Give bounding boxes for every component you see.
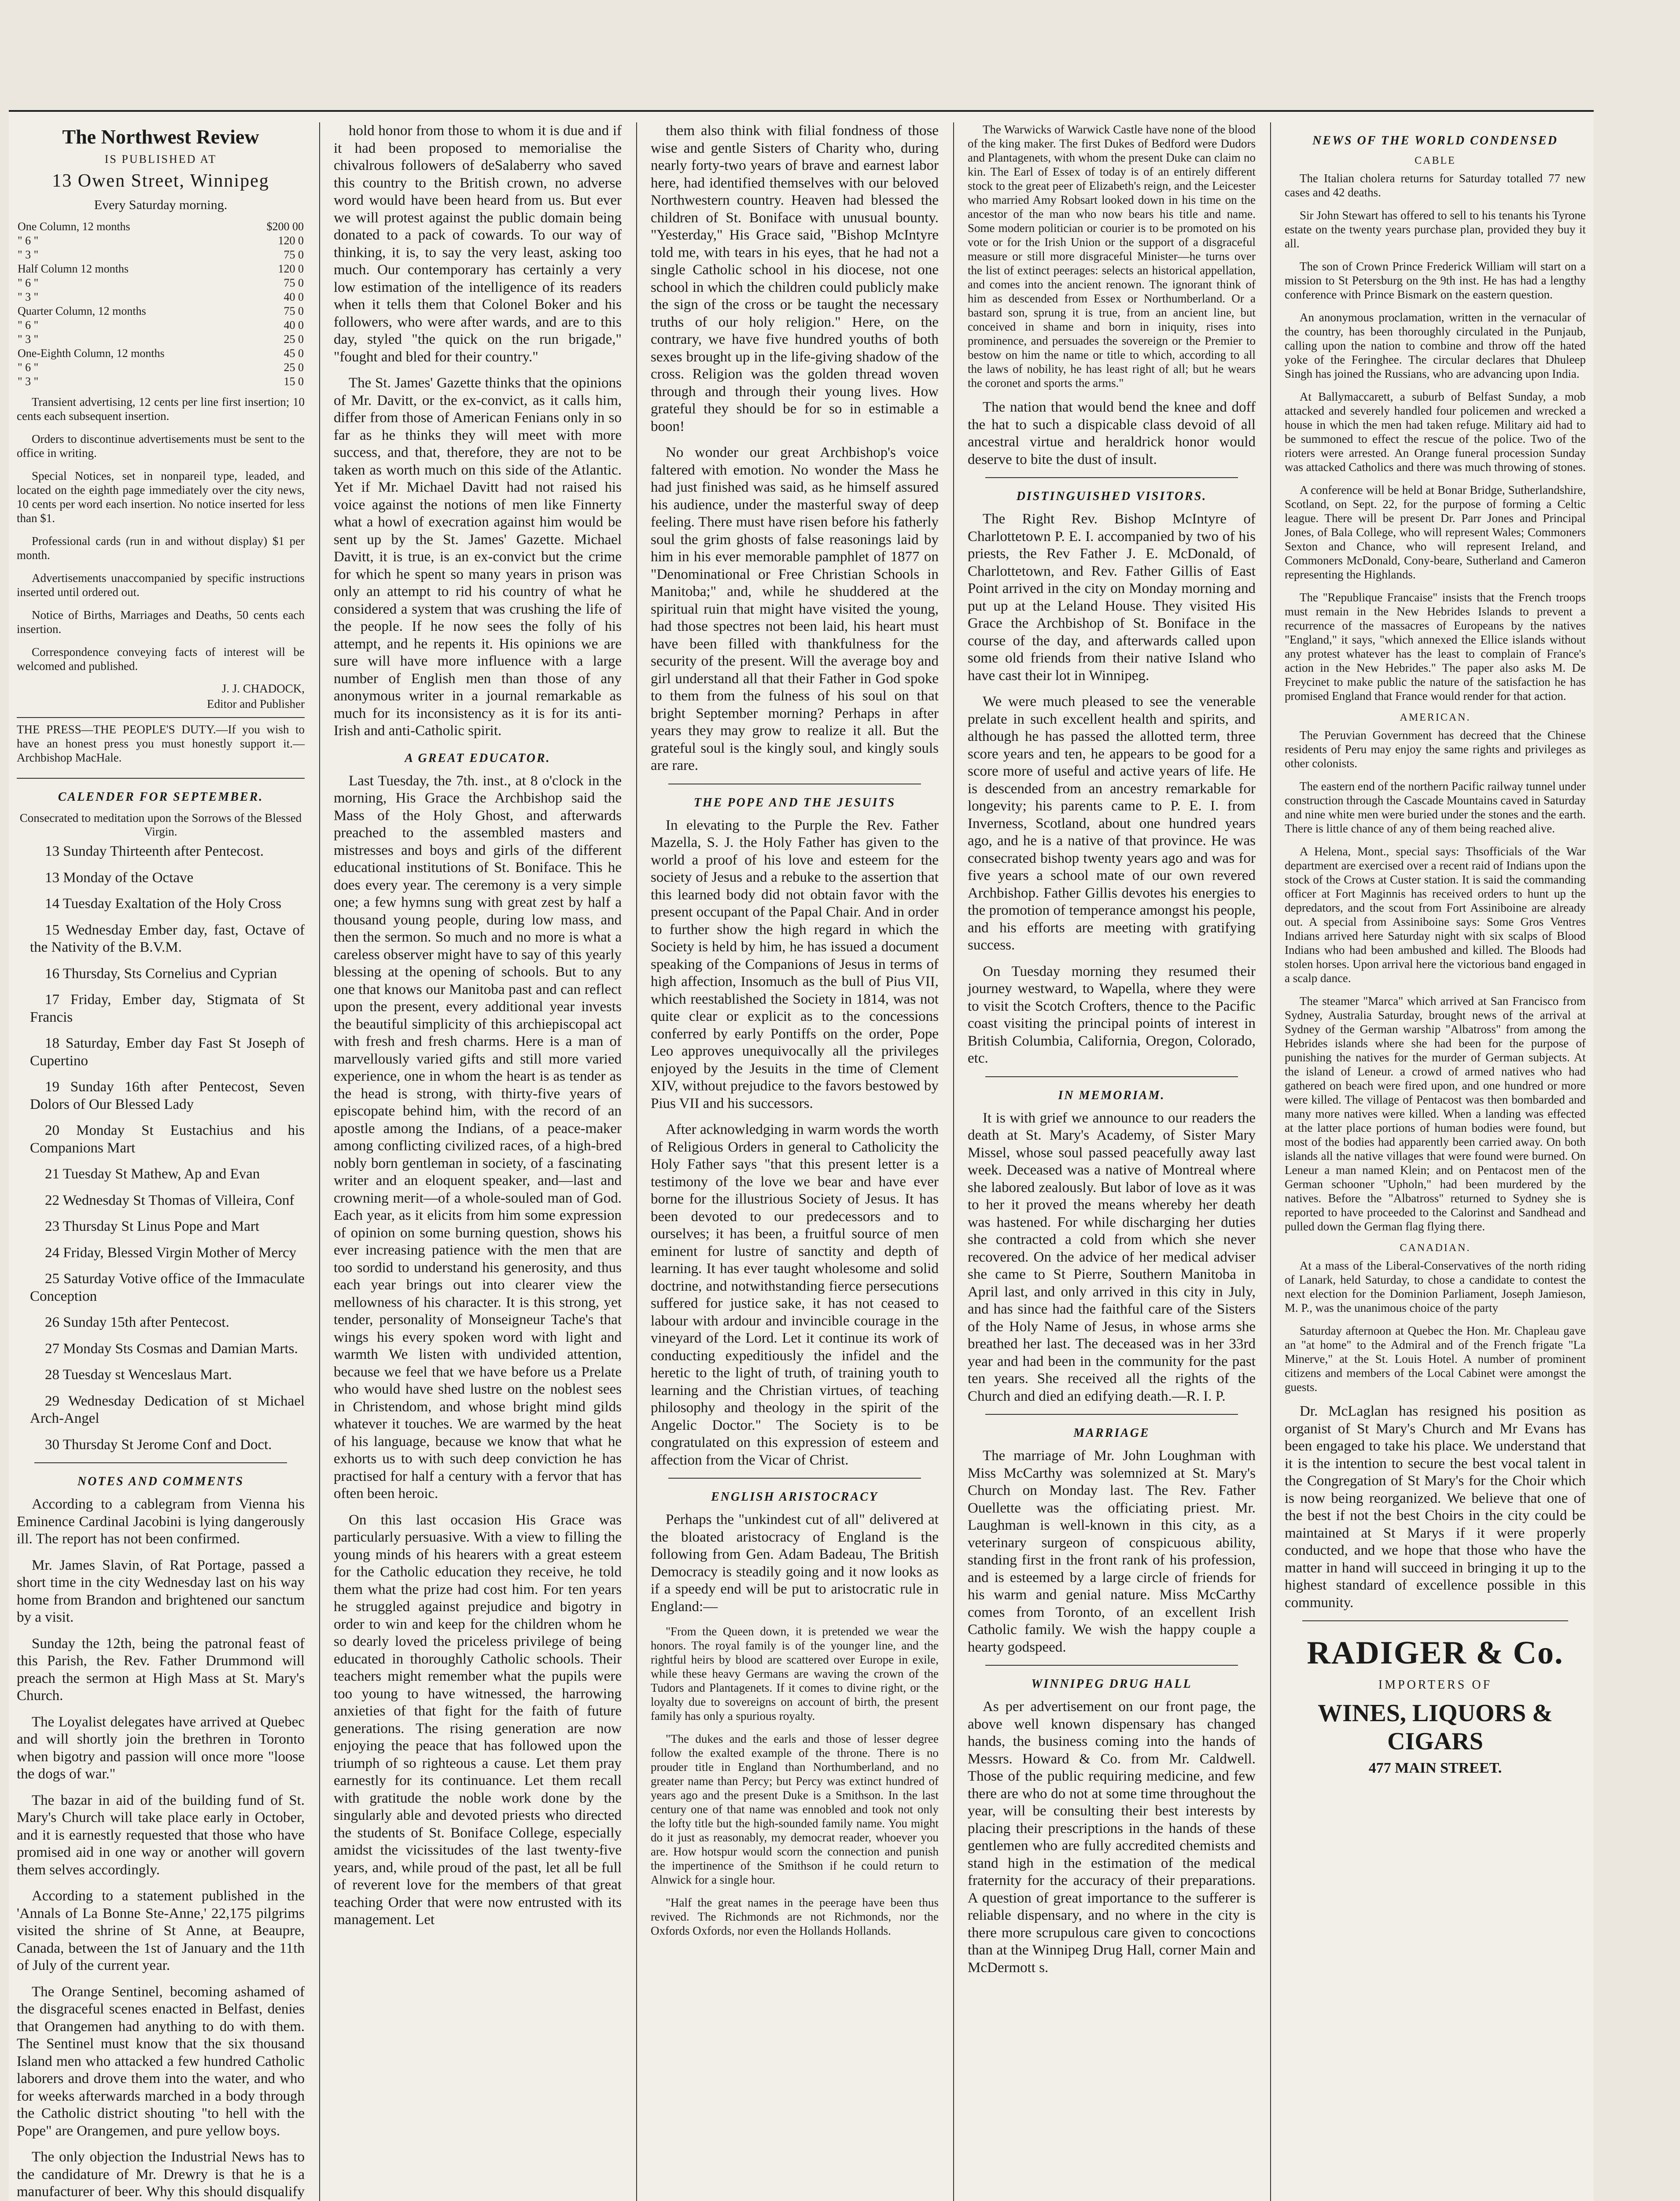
notice: Transient advertising, 12 cents per line first insertion; 10 cents each subsequent insertion. (17, 395, 305, 423)
rate-label: Half Column 12 months (18, 262, 129, 275)
rate-amount: 75 0 (284, 276, 304, 289)
calendar-list (17, 843, 305, 1454)
notice: Advertisements unaccompanied by specific instructions inserted until ordered out. (17, 571, 305, 599)
rate-amount: 45 0 (284, 347, 304, 360)
aristocracy-title: ENGLISH ARISTOCRACY (711, 1490, 878, 1504)
rate-amount: 75 0 (284, 305, 304, 317)
rate-amount: 120 0 (278, 234, 304, 247)
notice: Correspondence conveying facts of interest will be welcomed and published. (17, 645, 305, 673)
paragraph: The St. James' Gazette thinks that the opinions of Mr. Davitt, or the ex-convict, as it calls him, differ from those of American Fenians only in so far as he thinks they will meet with more success, and that, therefore, they are not to be taken as worth much on this side of the Atlantic. Yet if Mr. Michael Davitt had not raised his voice against the notions of men like Finnerty what a howl of execration against him would be sent up by the St. James' Gazette. Michael Davitt, it is true, is an ex-convict but the crime for which he spent so many years in prison was only an attempt to rid his country of what he considered a system that was crushing the life of the people. If he now sees the folly of his attempt, and he repents it. His opinions we are sure will have more influence with a large number of English men than those of any anonymous writer in a journal remarkable as much for its inconsistency as it is for its anti-Irish and anti-Catholic spirit. (334, 375, 622, 739)
rate-label: " 3 " (18, 333, 39, 346)
calendar-item: 15 Wednesday Ember day, fast, Octave of the Nativity of the B.V.M. (30, 922, 305, 955)
paragraph: We were much pleased to see the venerable prelate in such excellent health and spirits, and although he has passed the allotted term, three score years and ten, he appears to be good for a score more of useful and active years of life. He is descended from an ancestry remarkable for longevity; his parents came to P. E. I. from Inverness, Scotland, about one hundred years ago, and he is a native of that province. He was consecrated bishop twenty years ago and was for five years a school mate of our own revered Archbishop. Father Gillis devotes his energies to the promotion of temperance amongst his people, and his efforts are meeting with gratifying success. (968, 694, 1256, 953)
drughall-title: WINNIPEG DRUG HALL (1031, 1677, 1192, 1691)
calendar-item: 29 Wednesday Dedication of st Michael Arch-Angel (30, 1393, 305, 1426)
cable-title: CABLE (1415, 155, 1456, 166)
calendar-item: 17 Friday, Ember day, Stigmata of St Francis (30, 992, 305, 1025)
rate-row (17, 361, 305, 375)
paragraph: It is with grief we announce to our readers the death at St. Mary's Academy, of Sister Mary Missel, whose soul passed peacefully away last week. Deceased was a native of Montreal where she labored zealously. But labor of love as it was to her it proved the means whereby her death was hastened. For while discharging her duties she contracted a cold from which she never recovered. On the advice of her medical adviser she came to St Pierre, Southern Manitoba in April last, and only arrived in this city in July, and has since had the faithful care of the Sisters of the Holy Name of Jesus, in whose arms she breathed her last. The deceased was in her 33rd year and had been in the community for the past ten years. She received all the rights of the Church and died an edifying death.—R. I. P. (968, 1110, 1256, 1404)
calendar-item: 23 Thursday St Linus Pope and Mart (45, 1218, 260, 1234)
rate-row (17, 220, 305, 234)
divider (668, 1478, 921, 1479)
paragraph: The Italian cholera returns for Saturday totalled 77 new cases and 42 deaths. (1285, 172, 1586, 199)
rate-amount: 25 0 (284, 361, 304, 374)
paragraph: At a mass of the Liberal-Conservatives of the north riding of Lanark, held Saturday, to chose a candidate to contest the next election for the Dominion Parliament, Joseph Jamieson, M. P., was the unanimous choice of the party (1285, 1259, 1586, 1314)
rate-row (17, 248, 305, 262)
column-2 (326, 122, 630, 2201)
paragraph: The Orange Sentinel, becoming ashamed of the disgraceful scenes enacted in Belfast, denies that Orangemen had anything to do with them. The Sentinel must know that the six thousand Island men who attacked a few hundred Catholic laborers and drove them into the water, and who for weeks afterwards marched in a body through the Catholic district shouting "to hell with the Pope" are Orangemen, and pure yellow boys. (17, 1984, 305, 2139)
ad-company-name: RADIGER & Co. (1307, 1635, 1564, 1671)
calendar-item: 24 Friday, Blessed Virgin Mother of Mercy (45, 1244, 297, 1261)
calendar-item: 26 Sunday 15th after Pentecost. (45, 1314, 229, 1330)
rate-row (17, 262, 305, 276)
paragraph: The Warwicks of Warwick Castle have none of the blood of the king maker. The first Dukes of Bedford were Dudors and Plantagenets, with whom the present Duke can claim no kin. The Earl of Essex of today is of an entirely different stock to the great peer of Elizabeth's reign, and the Leicester who married Amy Robsart looked down in his time on the ancestor of the man who now bears his title and name. Some modern politician or courier is to be promoted on his vote or for the Irish Union or the support of a disgraceful measure or still more disgraceful Minister—he turns over the list of extinct peerages: selects an historical appellation, and comes into the ancient renown. The ignorant think of him as descended from Essex or Northumberland. Or a bastard son, sprung it is true, from an ancient line, but conceived in shame and born in iniquity, rises into prominence, and persuades the sovereign or the Premier to bestow on him the name or title to which, according to all the laws of nobility, he has least right of all; but he wears the coronet and sports the arms." (968, 123, 1256, 390)
paragraph: On this last occasion His Grace was particularly persuasive. With a view to filling the young minds of his hearers with a great esteem for the Catholic education they receive, he told them what the prize had cost him. For ten years he struggled against prejudice and bigotry in order to win and keep for the children whom he so dearly loved the priceless privilege of being educated in thoroughly Catholic schools. Their teachers might remember what the pupils were too young to have witnessed, the harrowing anxieties of that fight for the faith of future generations. The rising generation are now enjoying the peace that has followed upon the triumph of so righteous a cause. Let them pray earnestly for its continuance. Let them recall with gratitude the noble work done by the singularly able and devoted priests who directed the students of St. Boniface College, especially amidst the vicissitudes of the last twenty-five years, and, while proud of the past, let all be full of reverent love for the members of that great teaching Order that were now entrusted with its management. Let (334, 1512, 622, 1928)
masthead-title: The Northwest Review (62, 125, 259, 148)
calendar-item: 27 Monday Sts Cosmas and Damian Marts. (45, 1340, 298, 1357)
calendar-item: 28 Tuesday st Wenceslaus Mart. (45, 1367, 232, 1383)
memoriam-title: IN MEMORIAM. (1058, 1088, 1165, 1102)
ad-importers: IMPORTERS OF (1378, 1678, 1492, 1692)
paragraph: Mr. James Slavin, of Rat Portage, passed a short time in the city Wednesday last on his way home from Brandon and brightened our sanctum by a visit. (17, 1557, 305, 1625)
calendar-title: CALENDER FOR SEPTEMBER. (58, 790, 264, 804)
paragraph: After acknowledging in warm words the worth of Religious Orders in general to Catholicity the Holy Father says "that this present letter is a testimony of the love we bear and have ever borne for the illustrious Society of Jesus. It has been devoted to our predecessors and to ourselves; it has been, a fruitful source of men eminent for lustre of sanctity and depth of learning. It has ever taught wholesome and solid doctrine, and notwithstanding fierce persecutions suffered for justice sake, it has not ceased to labour with ardour and invincible courage in the vineyard of the Lord. Let it continue its work of conducting expeditiously the infidel and the heretic to the light of truth, of training youth to learning and the Christian virtues, of teaching philosophy and theology in the spirit of the Angelic Doctor." The Society is to be congratulated on this expression of esteem and affection from the Vicar of Christ. (651, 1122, 939, 1468)
rate-label: " 3 " (18, 291, 39, 303)
calendar-item: 20 Monday St Eustachius and his Companions Mart (30, 1123, 305, 1156)
paragraph: The son of Crown Prince Frederick William will start on a mission to St Petersburg on the 9th inst. He has had a lengthy conference with Prince Bismark on the eastern question. (1285, 260, 1586, 301)
rate-label: " 6 " (18, 234, 39, 247)
rate-amount: 40 0 (284, 319, 304, 331)
notice: Professional cards (run in and without display) $1 per month. (17, 534, 305, 562)
rate-amount: 15 0 (284, 375, 304, 388)
paragraph: The eastern end of the northern Pacific railway tunnel under construction through the Cascade Mountains caved in Saturday and nine white men were buried under the stones and the earth. There is little chance of any of them being reached alive. (1285, 780, 1586, 835)
column-3 (643, 122, 947, 2201)
rates-table (17, 220, 305, 389)
calendar-item: 18 Saturday, Ember day Fast St Joseph of Cupertino (30, 1035, 305, 1069)
paragraph: According to a cablegram from Vienna his Eminence Cardinal Jacobini is lying dangerously ill. The report has not been confirmed. (17, 1496, 305, 1547)
editor-title: Editor and Publisher (207, 697, 305, 710)
paragraph: A conference will be held at Bonar Bridge, Sutherlandshire, Scotland, on Sept. 22, for the purpose of forming a Celtic league. There will be present Dr. Parr Jones and Principal Jones, of Bala College, who will represent Wales; Commoners Sexton and Chance, who will represent Ireland, and Commoners McDonald, Cony-beare, Sutherland and Cameron representing the Highlands. (1285, 483, 1586, 581)
rate-label: " 6 " (18, 319, 39, 331)
rate-label: Quarter Column, 12 months (18, 305, 146, 317)
paragraph: them also think with filial fondness of those wise and gentle Sisters of Charity who, during nearly forty-two years of brave and earnest labor here, had identified themselves with our beloved Northwestern country. Heaven had blessed the children of St. Boniface with unusual bounty. "Yesterday," His Grace said, "Bishop McIntyre told me, with tears in his eyes, that he had not a single Catholic school in his diocese, not one school in which the children could publicly make the sign of the cross or be taught the necessary truths of our holy religion." Here, on the contrary, we have five hundred youths of both sexes brought up in the life-giving shadow of the cross. Religion was the golden thread woven through and through their young lives. How grateful they should be for so in estimable a boon! (651, 123, 939, 434)
paragraph: The Right Rev. Bishop McIntyre of Charlottetown P. E. I. accompanied by two of his priests, the Rev Father J. E. McDonald, of Charlottetown, and Rev. Father Gillis of East Point arrived in the city on Monday morning and put up at the Leland House. They visited His Grace the Archbishop of St. Boniface in the course of the day, and afterwards called upon some old friends from their native Island who have cast their lot in Winnipeg. (968, 511, 1256, 684)
notice: Notice of Births, Marriages and Deaths, 50 cents each insertion. (17, 608, 305, 636)
educator-title: A GREAT EDUCATOR. (405, 751, 551, 765)
rate-amount: 25 0 (284, 333, 304, 346)
column-1 (9, 122, 313, 2201)
calendar-item: 14 Tuesday Exaltation of the Holy Cross (45, 896, 282, 912)
calendar-item: 19 Sunday 16th after Pentecost, Seven Dolors of Our Blessed Lady (30, 1079, 305, 1112)
newspaper-page (9, 110, 1594, 2201)
ad-goods: WINES, LIQUORS & CIGARS (1318, 1700, 1553, 1755)
column-rule (636, 122, 637, 2201)
calendar-item: 13 Sunday Thirteenth after Pentecost. (45, 843, 264, 859)
calendar-item: 13 Monday of the Octave (45, 869, 194, 886)
canadian-title: CANADIAN. (1400, 1242, 1471, 1254)
paragraph: Dr. McLaglan has resigned his position as organist of St Mary's Church and Mr Evans has been engaged to take his place. We understand that it is the intention to secure the best vocal talent in the Congregation of St Mary's for the Choir which is now being reorganized. We believe that one of the best if not the best Choirs in the city could be maintained at St Marys if it were properly conducted, and we hope that those who have the matter in hand will succeed in bringing it up to the highest standard of excellence possible in this community. (1285, 1403, 1586, 1611)
paragraph: hold honor from those to whom it is due and if it had been proposed to memorialise the chivalrous followers of deSalaberry who saved this country to the British crown, no adverse word would have been heard from us. But ever we will protest against the public domain being donated to a pack of cowards. To our way of thinking, it is, to say the very least, asking too much. Our contemporary has certainly a very low estimation of the intelligence of its readers when it tells them that Colonel Boker and his followers, who were after wards, and are to this day, styled "the quick on the run brigade," "fought and bled for their country." (334, 123, 622, 365)
paragraph: The Loyalist delegates have arrived at Quebec and will shortly join the brethren in Toronto when bigotry and passion will once more "loose the dogs of war." (17, 1714, 305, 1782)
calendar-item: 21 Tuesday St Mathew, Ap and Evan (45, 1166, 260, 1182)
paragraph: At Ballymaccarett, a suburb of Belfast Sunday, a mob attacked and severely handled four policemen and wrecked a house in which the men had taken refuge. Military aid had to be summoned to effect the rescue of the police. Two of the rioters were arrested. An Orange funeral procession Sunday was attacked Catholics and there was much throwing of stones. (1285, 390, 1586, 474)
masthead-every: Every Saturday morning. (94, 198, 228, 212)
paragraph: An anonymous proclamation, written in the vernacular of the country, has been thoroughly circulated in the Punjaub, calling upon the nation to combine and throw off the hated yoke of the Feringhee. The circular declares that Dhuleep Singh has joined the Russians, who are advancing upon India. (1285, 311, 1586, 380)
rate-row (17, 375, 305, 389)
press-duty: THE PRESS—THE PEOPLE'S DUTY.—If you wish to have an honest press you must honestly support it.—Archbishop MacHale. (17, 723, 305, 764)
divider (985, 1665, 1238, 1666)
rate-amount: $200 00 (266, 220, 304, 233)
news-title: NEWS OF THE WORLD CONDENSED (1312, 134, 1558, 147)
calendar-item: 22 Wednesday St Thomas of Villeira, Conf (45, 1192, 295, 1208)
paragraph: No wonder our great Archbishop's voice faltered with emotion. No wonder the Mass he had just finished was said, as he himself assured his audience, under the masterful sway of deep feeling. There must have risen before his fatherly soul the grim ghosts of false reasonings laid by him in his ever memorable pamphlet of 1877 on "Denominational or Free Christian Schools in Manitoba;" and, while he shuddered at the spiritual ruin that might have visited the young, had those spectres not been laid, his heart must have been filled with thankfulness for the security of the present. Will the average boy and girl understand all that their Father in God spoke to them from the fulness of his soul on that bright September morning? Perhaps in after years they may grow to realize it all. But the grateful soul is the kingly soul, and kingly souls are rare. (651, 445, 939, 773)
paragraph: Sir John Stewart has offered to sell to his tenants his Tyrone estate on the twenty years purchase plan, provided they buy it all. (1285, 209, 1586, 250)
masthead-address: 13 Owen Street, Winnipeg (52, 171, 269, 191)
divider (985, 1414, 1238, 1415)
paragraph: Perhaps the "unkindest cut of all" delivered at the bloated aristocracy of England is the following from Gen. Adam Badeau, The British Democracy is steadily going and it now looks as if a speedy end will be put to aristocratic rule in England:— (651, 1512, 939, 1615)
calendar-item: 30 Thursday St Jerome Conf and Doct. (45, 1436, 272, 1453)
paragraph: The Peruvian Government has decreed that the Chinese residents of Peru may enjoy the same rights and privileges as other colonists. (1285, 729, 1586, 770)
paragraph: The only objection the Industrial News has to the candidature of Mr. Drewry is that he is a manufacturer of beer. Why this should disqualify (17, 2149, 305, 2200)
divider (34, 1462, 287, 1463)
paragraph: Saturday afternoon at Quebec the Hon. Mr. Chapleau gave an "at home" to the Admiral and of the French frigate "La Minerve," at the St. Louis Hotel. A number of prominent citizens and members of the Local Cabinet were amongst the guests. (1285, 1324, 1586, 1394)
masthead-notices (17, 395, 305, 673)
column-5 (1277, 122, 1594, 2201)
paragraph: The "Republique Francaise" insists that the French troops must remain in the New Hebrides Islands to prevent a recurrence of the massacres of Europeans by the natives "England," it says, "which annexed the Ellice islands without any protest whatever has the least to complain of France's action in the New Hebrides." The paper also asks M. De Freycinet to make public the nature of the satisfaction he has promised England that France would render for that action. (1285, 591, 1586, 703)
notice: Special Notices, set in nonpareil type, leaded, and located on the eighth page immediately over the city news, 10 cents per word each insertion. No notice inserted for less than $1. (17, 469, 305, 525)
paragraph: On Tuesday morning they resumed their journey westward, to Wapella, where they were to visit the Scotch Crofters, thence to the Pacific coast visiting the principal points of interest in British Columbia, California, Oregon, Colorado, etc. (968, 963, 1256, 1066)
american-title: AMERICAN. (1400, 712, 1471, 723)
paragraph: "Half the great names in the peerage have been thus revived. The Richmonds are not Richmonds, nor the Oxfords Oxfords, nor even the Hollands Hollands. (651, 1896, 939, 1937)
paragraph: The bazar in aid of the building fund of St. Mary's Church will take place early in October, and it is earnestly requested that those who have promised aid in one way or another will govern them selves accordingly. (17, 1792, 305, 1878)
divider (1302, 1620, 1568, 1621)
ad-street: 477 MAIN STREET. (1368, 1760, 1502, 1776)
rate-label: " 6 " (18, 361, 39, 374)
masthead-published: IS PUBLISHED AT (104, 153, 217, 166)
paragraph: According to a statement published in the 'Annals of La Bonne Ste-Anne,' 22,175 pilgrims visited the shrine of St Anne, at Beaupre, Canada, between the 1st of January and the 11th of July of the current year. (17, 1888, 305, 1973)
paragraph: "The dukes and the earls and those of lesser degree follow the exalted example of the throne. There is no prouder title in England than Northumberland, and no greater name than Percy; but Percy was extinct hundred of years ago and the present Duke is a Smithson. In the last century one of that name was ennobled and took not only the lofty title but the high-sounded family name. You might do it just as reasonably, my democrat reader, whoever you are. How hotspur would scorn the connection and punish the impertinence of the Smithson if he could return to Alnwick for a single hour. (651, 1732, 939, 1886)
paragraph: The steamer "Marca" which arrived at San Francisco from Sydney, Australia Saturday, brought news of the arrival at Sydney of the German warship "Albatross" from among the Hebrides islands where she had been for the purpose of punishing the natives for the murder of German subjects. At the island of Leneur. a crowd of armed natives who had gathered on beach were fired upon, and one hundred or more were killed. The village of Pentacost was then bombarded and many more natives were killed. When a landing was effected at the latter place portions of human bodies were found, but most of the bodies had apparently been carried away. On both islands all the native villages that were found were burned. On Leneur a man named Klein; and on Pentacost men of the German schooner "Upholn," had been murdered by the natives. Before the "Albatross" returned to Sydney she is reported to have proceeded to the Calorinst and Sandhead and pulled down the German flag flying there. (1285, 994, 1586, 1233)
paragraph: Last Tuesday, the 7th. inst., at 8 o'clock in the morning, His Grace the Archbishop said the Mass of the Holy Ghost, and afterwards preached to the assembled masters and mistresses and boys and girls of the different educational institutions of St. Boniface. This he does every year. The ceremony is a very simple one; a few hymns sung with great zest by half a thousand young people, during low mass, and then the sermon. So much and no more is what a careless observer might have to say of this yearly blessing at the opening of schools. But to any one that knows our Manitoba past and can reflect upon the present, every additional year invests the beautiful simplicity of this archiepiscopal act with fresh and fresh charms. Here is a man of marvellously varied gifts and still more varied experience, one in whom the heart is as tender as the head is strong, with thirty-five years of episcopate behind him, with the record of an apostle among the Indians, of a peace-maker among conflicting civilized races, of a high-bred nobly born gentleman in society, of a fascinating writer and an eloquent speaker, and—last and crowning merit—of a whole-souled man of God. Each year, as it elicits from him some expression of opinion on some burning question, shows his ever increasing patience with the men that are too sordid to understand his generosity, and thus each year brings out into clearer view the mellowness of his character. It is this strong, yet tender, personality of Monseigneur Tache's that wings his every spoken word with light and warmth We listen with undivided attention, because we feel that we have before us a Prelate who would have shed lustre on the noblest sees in Christendom, and whose bright mind gilds whatever it touches. We are warmed by the heat of his language, because we know that what he exhorts us to with such deep conviction he has practised for half a century with a fervor that has often been heroic. (334, 773, 622, 1502)
notice: Orders to discontinue advertisements must be sent to the office in writing. (17, 432, 305, 460)
radiger-advertisement (1285, 1634, 1586, 1777)
calendar-item: 16 Thursday, Sts Cornelius and Cyprian (45, 965, 277, 982)
column-rule (953, 122, 954, 2201)
paragraph: As per advertisement on our front page, the above well known dispensary has changed hands, the business coming into the hands of Messrs. Howard & Co. from Mr. Caldwell. Those of the public requiring medicine, and few there are who do not at some time throughout the year, will be consulting their best interests by placing their prescriptions in the hands of these gentlemen who are fully accredited chemists and stand high in the estimation of the medical fraternity for the accuracy of their preparations. A question of great importance to the sufferer is reliable dispensary, and no where in the city is there more scrupulous care given to concoctions than at the Winnipeg Drug Hall, corner Main and McDermott s. (968, 1699, 1256, 1976)
column-4 (960, 122, 1264, 2201)
rate-row (17, 332, 305, 346)
rate-label: " 6 " (18, 276, 39, 289)
rate-row (17, 346, 305, 361)
paragraph: A Helena, Mont., special says: Thsofficials of the War department are exercised over a recent raid of Indians upon the stock of the Crows at Custer station. It is said the commanding officer at Fort Maginnis has received orders to hunt up the depredators, and the scout from Fort Assiniboine are already out. A special from Assiniboine says: Some Gros Ventres Indians arrived here Saturday night with six scalps of Blood Indians who had been ambushed and killed. The Bloods had stolen horses. Upon arrival here the victorious band engaged in a scalp dance. (1285, 845, 1586, 985)
rate-row (17, 234, 305, 248)
column-rule (319, 122, 320, 2201)
rate-amount: 120 0 (278, 262, 304, 275)
paragraph: "From the Queen down, it is pretended we wear the honors. The royal family is of the younger line, and the rightful heirs by blood are scattered over Europe in exile, while these heavy Germans are waving the crown of the Tudors and Plantagenets. If it comes to divine right, or the loyalty due to sovereigns on account of birth, the present family has only a spurious royalty. (651, 1625, 939, 1723)
rate-row (17, 290, 305, 304)
notes-body (17, 1496, 305, 2201)
rate-label: One-Eighth Column, 12 months (18, 347, 165, 360)
calendar-item: 25 Saturday Votive office of the Immaculate Conception (30, 1271, 305, 1304)
calendar-consecrated: Consecrated to meditation upon the Sorrows of the Blessed Virgin. (19, 811, 302, 838)
rate-row (17, 276, 305, 290)
notes-title: NOTES AND COMMENTS (77, 1475, 244, 1488)
pope-title: THE POPE AND THE JESUITS (693, 795, 896, 810)
paragraph: Sunday the 12th, being the patronal feast of this Parish, the Rev. Father Drummond will preach the sermon at High Mass at St. Mary's Church. (17, 1635, 305, 1704)
paragraph: The marriage of Mr. John Loughman with Miss McCarthy was solemnized at St. Mary's Church on Monday last. The Rev. Father Ouellette was the officiating priest. Mr. Laughman is well-known in this city, as a veterinary surgeon of conspicuous ability, standing first in the front rank of his profession, and is esteemed by a large circle of friends for his warm and genial nature. Miss McCarthy comes from Toronto, of an excellent Irish Catholic family. We wish the happy couple a hearty godspeed. (968, 1448, 1256, 1655)
rate-amount: 40 0 (284, 291, 304, 303)
column-rule (1270, 122, 1271, 2201)
rate-amount: 75 0 (284, 248, 304, 261)
rate-label: " 3 " (18, 248, 39, 261)
marriage-title: MARRIAGE (1073, 1426, 1150, 1440)
divider (985, 1076, 1238, 1077)
divider (985, 477, 1238, 478)
paragraph: In elevating to the Purple the Rev. Father Mazella, S. J. the Holy Father has given to the world a proof of his love and esteem for the society of Jesus and a rebuke to the assertion that this learned body did not obtain favor with the present occupant of the Papal Chair. And in order to further show the high regard in which the Society is held by him, he has issued a document speaking of the Companions of Jesus in terms of high affection, Insomuch as the bull of Pius VII, which reestablished the Society in 1814, was not quite clear or explicit as to the concessions conferred by early Pontiffs on the order, Pope Leo approves unequivocally all the privileges enjoyed by the Jesuits in the time of Clement XIV, without prejudice to the favors bestowed by Pius VII and his successors. (651, 817, 939, 1112)
rate-row (17, 318, 305, 332)
rate-label: One Column, 12 months (18, 220, 130, 233)
rate-label: " 3 " (18, 375, 39, 388)
press-duty-box (17, 717, 305, 779)
paragraph: The nation that would bend the knee and doff the hat to such a dispicable class devoid of all ancestral virtue and heraldrick honor would deserve to bite the dust of insult. (968, 399, 1256, 467)
rate-row (17, 304, 305, 318)
visitors-title: DISTINGUISHED VISITORS. (1016, 490, 1207, 503)
editor-name: J. J. CHADOCK, (221, 682, 305, 695)
